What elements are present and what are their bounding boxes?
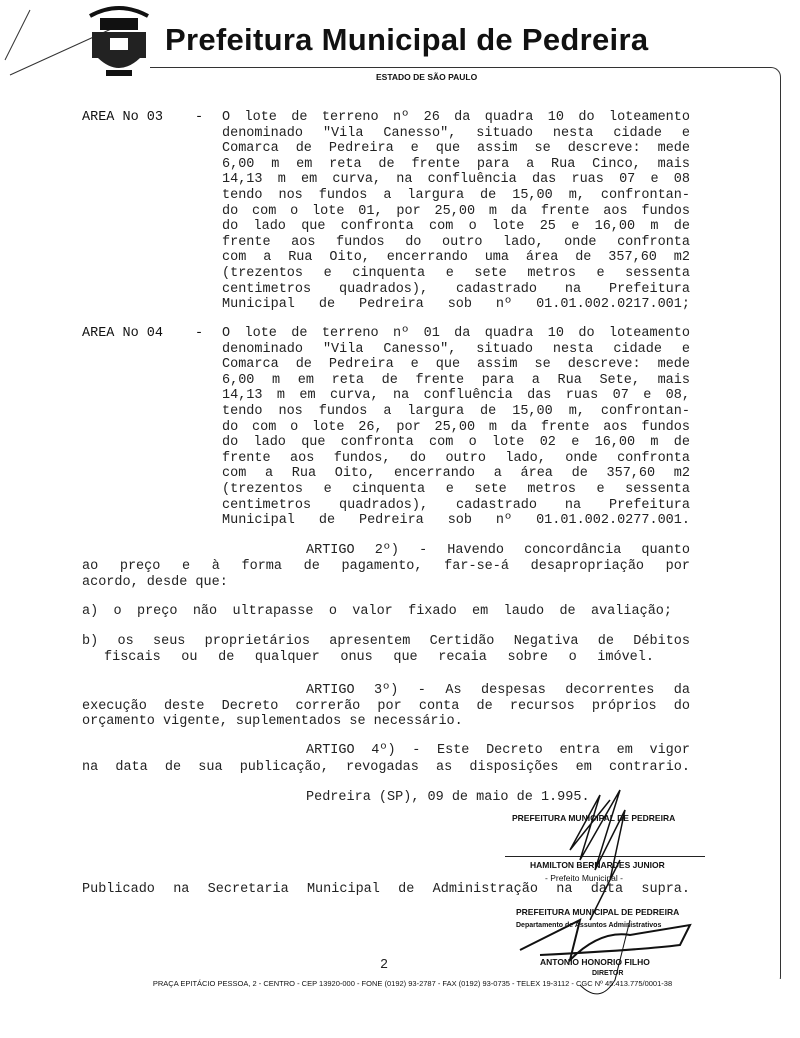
signature1-role: - Prefeito Municipal - <box>545 873 623 883</box>
artigo2-lead: ARTIGO 2º) - Havendo concordância quanto <box>306 543 690 558</box>
area04-line: com a Rua Oito, encerrando a área de 357,60 m2 <box>222 466 690 482</box>
municipal-crest-logo <box>80 2 158 80</box>
artigo4-lead: ARTIGO 4º) - Este Decreto entra em vigor <box>306 743 690 758</box>
signature1-name: HAMILTON BERNARDES JUNIOR <box>530 860 665 870</box>
artigo2-line: acordo, desde que: <box>82 575 228 590</box>
area03-line: centimetros quadrados), cadastrado na Prefeitura <box>222 281 690 297</box>
artigo2-line: ao preço e à forma de pagamento, far-se-á desapropriação por <box>82 559 690 574</box>
area03-line: (trezentos e cinquenta e sete metros e sessenta <box>222 266 690 281</box>
signature1-org: PREFEITURA MUNICIPAL DE PEDREIRA <box>512 813 676 823</box>
item-b-cont: fiscais ou de qualquer onus que recaia sobre o imóvel. <box>104 650 654 665</box>
area04-line: tendo nos fundos a largura de 15,00 m, confrontan- <box>222 404 690 419</box>
area04-line: do com o lote 26, por 25,00 m da frente aos fundos <box>222 419 690 435</box>
item-a: a) o preço não ultrapasse o valor fixado em laudo de avaliação; <box>82 604 672 619</box>
date-line: Pedreira (SP), 09 de maio de 1.995. <box>306 790 590 805</box>
area03-line: Comarca de Pedreira e que assim se descreve: mede <box>222 141 690 157</box>
page-title: Prefeitura Municipal de Pedreira <box>165 22 649 57</box>
artigo3-line: execução deste Decreto correrão por conta de recursos próprios do <box>82 699 690 714</box>
area03-label: AREA No 03 <box>82 110 164 125</box>
area04-line: Comarca de Pedreira e que assim se descreve: mede <box>222 357 690 373</box>
area03-line: tendo nos fundos a largura de 15,00 m, confrontan- <box>222 188 690 203</box>
area04-line: centimetros quadrados), cadastrado na Prefeitura <box>222 497 690 513</box>
area03-line: do com o lote 01, por 25,00 m da frente aos fundos <box>222 203 690 219</box>
item-b: b) os seus proprietários apresentem Certidão Negativa de Débitos <box>82 634 690 649</box>
footer-address: PRAÇA EPITÁCIO PESSOA, 2 - CENTRO - CEP 13920-000 - FONE (0192) 93-2787 - FAX (0192) 93-0735 - TELEX 19-3112 - CGC Nº 45.413.775/0001-38 <box>40 979 785 988</box>
state-subtitle: ESTADO DE SÃO PAULO <box>376 72 478 82</box>
area04-line: frente aos fundos, do outro lado, onde confronta <box>222 450 690 466</box>
area04-line: 6,00 m em reta de frente para a Rua Sete, mais <box>222 372 690 388</box>
signature2-name: ANTONIO HONORIO FILHO <box>540 957 650 967</box>
area04-label: AREA No 04 <box>82 326 164 341</box>
area04-line: 14,13 m em curva, na confluência das ruas 07 e 08, <box>222 388 690 404</box>
area04-dash: - <box>195 326 204 341</box>
area03-line: Municipal de Pedreira sob nº 01.01.002.0217.001; <box>222 297 690 313</box>
area03-line: denominado "Vila Canesso", situado nesta cidade e <box>222 125 690 141</box>
signature2-dept: Departamento de Assuntos Administrativos <box>516 922 662 929</box>
artigo3-lead: ARTIGO 3º) - As despesas decorrentes da <box>306 683 690 698</box>
area03-line: O lote de terreno nº 26 da quadra 10 do loteamento <box>222 110 690 125</box>
area04-line: (trezentos e cinquenta e sete metros e sessenta <box>222 482 690 497</box>
area04-line: do lado que confronta com o lote 02 e 16,00 m de <box>222 435 690 451</box>
area03-dash: - <box>195 110 204 125</box>
signature2-org: PREFEITURA MUNICIPAL DE PEDREIRA <box>516 907 680 917</box>
area03-line: 14,13 m em curva, na confluência das ruas 07 e 08 <box>222 172 690 188</box>
handwritten-signatures <box>500 780 720 1020</box>
area03-line: frente aos fundos do outro lado, onde confronta <box>222 234 690 250</box>
artigo4-line: na data de sua publicação, revogadas as disposições em contrario. <box>82 760 690 775</box>
area04-line: Municipal de Pedreira sob nº 01.01.002.0277.001. <box>222 513 690 529</box>
area03-line: com a Rua Oito, encerrando uma área de 357,60 m2 <box>222 250 690 266</box>
area04-line: denominado "Vila Canesso", situado nesta cidade e <box>222 341 690 357</box>
signature2-role: DIRETOR <box>592 970 624 977</box>
area04-line: O lote de terreno nº 01 da quadra 10 do loteamento <box>222 326 690 341</box>
artigo3-line: orçamento vigente, suplementados se necessário. <box>82 714 463 729</box>
area03-line: do lado que confronta com o lote 25 e 16,00 m de <box>222 219 690 235</box>
published-line: Publicado na Secretaria Municipal de Administração na data supra. <box>82 882 690 897</box>
area03-line: 6,00 m em reta de frente para a Rua Cinco, mais <box>222 156 690 172</box>
page-number: 2 <box>380 958 389 973</box>
